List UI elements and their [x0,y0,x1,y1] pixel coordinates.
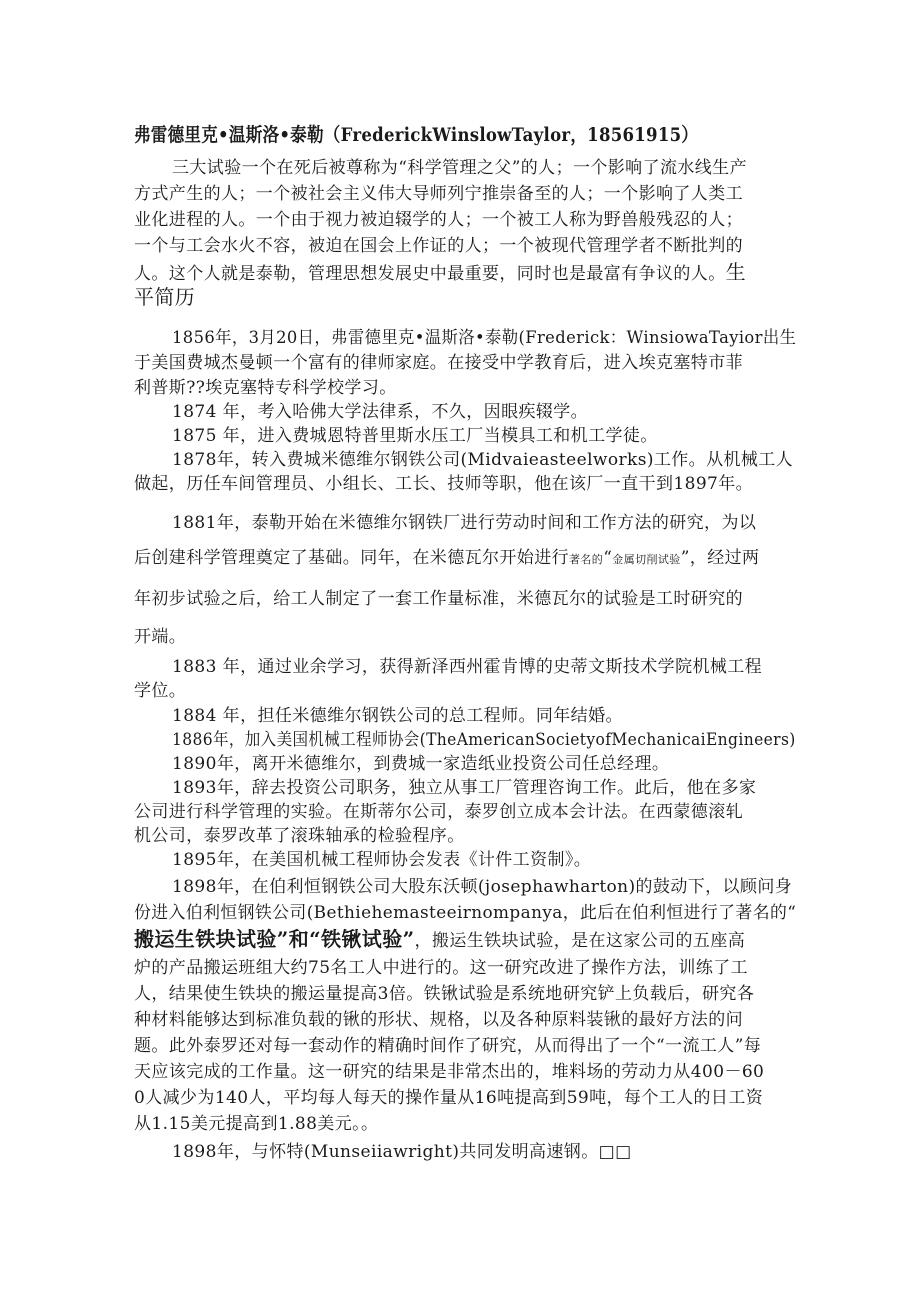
entry-1898a-line: 1898年，在伯利恒钢铁公司大股东沃顿(josephawharton)的鼓动下，以顾问身 [172,877,793,897]
entry-1893-line: 公司进行科学管理的实验。在斯蒂尔公司，泰罗创立成本会计法。在西蒙德滚轧 [134,802,743,822]
intro-line: 业化进程的人。一个由于视力被迫辍学的人；一个被工人称为野兽般残忍的人； [134,210,743,230]
entry-1856-line: 1856年，3月20日，弗雷德里克•温斯洛•泰勒(Frederick：WinsiowaTayior出生 [172,328,797,348]
entry-1874: 1874 年，考入哈佛大学法律系，不久，因眼疾辍学。 [172,402,589,422]
entry-1884: 1884 年，担任米德维尔钢铁公司的总工程师。同年结婚。 [172,706,623,726]
entry-1898a-line: 题。此外泰罗还对每一套动作的精确时间作了研究，从而得出了一个“一流工人”每 [134,1036,762,1056]
intro-line [134,259,746,287]
entry-1883-line: 1883 年，通过业余学习，获得新泽西州霍肯博的史蒂文斯技术学院机械工程 [172,657,763,677]
entry-1878-line: 1878年，转入费城米德维尔钢铁公司(Midvaieasteelworks)工作。从机械工人 [172,450,794,470]
entry-1856-line: 利普斯??埃克塞特专科学校学习。 [134,378,397,398]
page-title: 弗雷德里克•温斯洛•泰勒（FrederickWinslowTaylor，18561915） [134,124,699,146]
entry-1898a-text: ，搬运生铁块试验，是在这家公司的五座高 [414,931,746,951]
entry-1856-line: 于美国费城杰曼顿一个富有的律师家庭。在接受中学教育后，进入埃克塞特市菲 [134,353,743,373]
entry-1898a-line: 0人减少为140人，平均每人每天的操作量从16吨提高到59吨，每个工人的日工资 [134,1088,764,1108]
entry-1881-text: ”，经过两 [680,548,760,568]
intro-text: 人。这个人就是泰勒，管理思想发展史中最重要，同时也是最富有争议的人。 [134,264,726,284]
entry-1881-small: 金属切削试验 [612,553,681,566]
entry-1881-small: 著名的 [569,553,604,566]
entry-1881-quote: “ [603,548,613,568]
intro-line: 方式产生的人；一个被社会主义伟大导师列宁推崇备至的人；一个影响了人类工 [134,184,743,204]
entry-1881-line: 年初步试验之后，给工人制定了一套工作量标准，米德瓦尔的试验是工时研究的 [134,589,743,609]
entry-1898a-line: 炉的产品搬运班组大约75名工人中进行的。这一研究改进了操作方法，训练了工 [134,958,749,978]
intro-line: 三大试验一个在死后被尊称为“科学管理之父”的人；一个影响了流水线生产 [172,158,747,178]
entry-1890: 1890年，离开米德维尔，到费城一家造纸业投资公司任总经理。 [172,754,670,774]
entry-1895: 1895年，在美国机械工程师协会发表《计件工资制》。 [172,850,592,870]
entry-1878-line: 做起，历任车间管理员、小组长、工长、技师等职，他在该厂一直干到1897年。 [134,474,754,494]
entry-1875: 1875 年，进入费城恩特普里斯水压工厂当模具工和机工学徒。 [172,426,658,446]
entry-1881-line: 开端。 [134,627,187,647]
entry-1883-line: 学位。 [134,681,187,701]
entry-1898a-line: 天应该完成的工作量。这一研究的结果是非常杰出的，堆料场的劳动力从400－60 [134,1062,765,1082]
section-heading: 生 [725,260,747,284]
entry-1893-line: 机公司，泰罗改革了滚珠轴承的检验程序。 [134,826,465,846]
entry-1893-line: 1893年，辞去投资公司职务，独立从事工厂管理咨询工作。此后，他在多家 [172,778,757,798]
entry-1886: 1886年，加入美国机械工程师协会(TheAmericanSocietyofMechanicaiEngineers) [172,730,796,750]
entry-1881-line: 1881年，泰勒开始在米德维尔钢铁厂进行劳动时间和工作方法的研究，为以 [172,513,757,533]
experiments-highlight: 搬运生铁块试验”和“铁锹试验” [134,927,415,951]
intro-line: 一个与工会水火不容，被迫在国会上作证的人；一个被现代管理学者不断批判的 [134,236,743,256]
entry-1898b: 1898年，与怀特(Munseiiawright)共同发明高速钢。□□ [172,1142,632,1162]
entry-1898a-line: 种材料能够达到标准负载的锹的形状、规格，以及各种原料装锹的最好方法的问 [134,1010,743,1030]
entry-1898a-line [134,926,745,954]
entry-1898a-line: 人，结果使生铁块的搬运量提高3倍。铁锹试验是系统地研究铲上负载后，研究各 [134,984,755,1004]
entry-1898a-line: 从1.15美元提高到1.88美元。。 [134,1114,379,1134]
section-heading: 平简历 [134,285,196,309]
entry-1898a-line: 份进入伯利恒钢铁公司(Bethiehemasteeirnompanya，此后在伯利恒进行了著名的“ [134,903,797,923]
entry-1881-text: 后创建科学管理奠定了基础。同年，在米德瓦尔开始进行 [134,548,569,568]
entry-1881-line [134,545,759,573]
